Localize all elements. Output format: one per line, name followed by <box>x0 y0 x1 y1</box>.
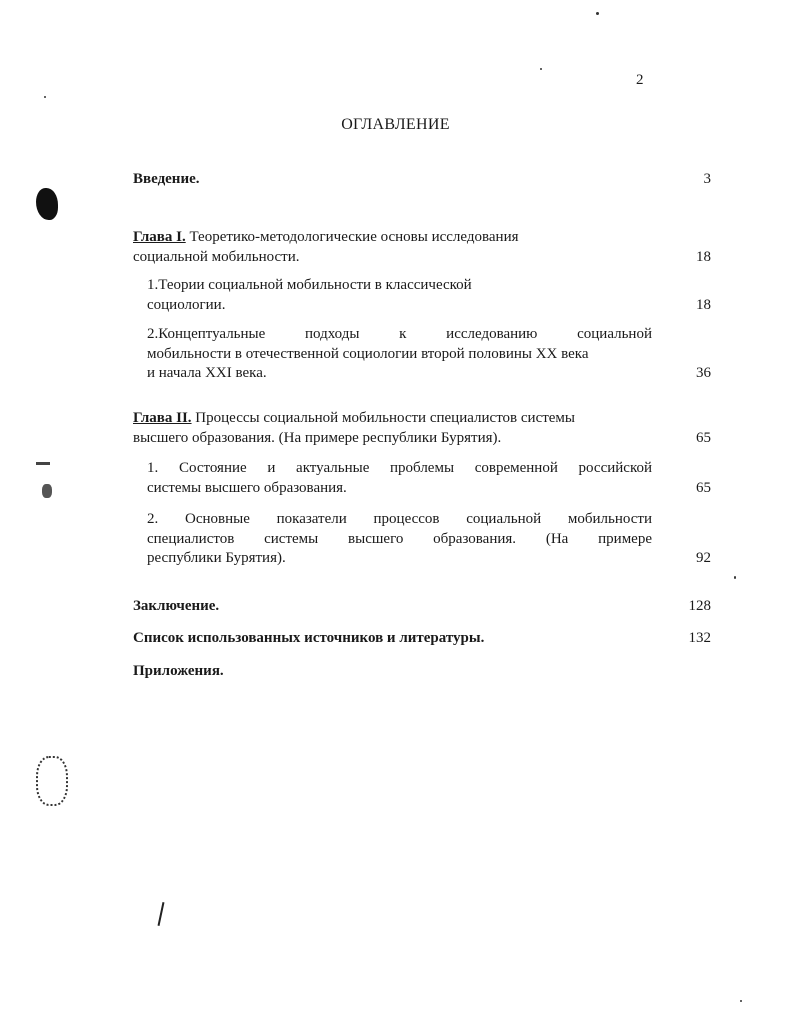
toc-entry-page: 132 <box>688 630 711 646</box>
section-1-2-title-line-3: и начала XXI века. <box>147 365 267 381</box>
toc-entry-section-2-2[interactable] <box>147 510 711 570</box>
toc-entry-page: 92 <box>696 550 711 566</box>
toc-entry-section-1-1[interactable] <box>147 276 711 316</box>
toc-entry-page: 18 <box>696 248 711 265</box>
toc-entry-section-1-2[interactable] <box>147 325 711 385</box>
toc-entry-chapter-1[interactable] <box>133 228 711 268</box>
section-1-2-title-line-2: мобильности в отечественной социологии второй половины XX века <box>147 345 589 362</box>
toc-entry-page: 65 <box>696 479 711 496</box>
scan-speck <box>540 68 542 70</box>
page-number: 2 <box>636 72 644 88</box>
scan-smudge-top-left <box>36 188 58 220</box>
chapter-2-prefix: Глава II. <box>133 410 192 426</box>
toc-entry-appendix[interactable] <box>133 662 711 682</box>
section-2-1-title-line-2: системы высшего образования. <box>147 479 347 496</box>
toc-entry-sources[interactable] <box>133 629 711 649</box>
scan-smudge-lower-left <box>36 756 68 806</box>
toc-entry-chapter-2[interactable] <box>133 409 711 449</box>
scan-speck <box>734 576 736 579</box>
chapter-1-title-line-2: социальной мобильности. <box>133 248 300 265</box>
scan-smudge-mid-left <box>36 462 50 465</box>
section-1-2-title-line-1: 2.Концептуальные подходы к исследованию социальной <box>147 326 652 342</box>
toc-entry-label: Список использованных источников и литературы. <box>133 630 485 646</box>
scan-smudge-mid-left-2 <box>42 484 52 498</box>
toc-entry-label: Заключение. <box>133 598 220 614</box>
section-2-2-title-line-3: республики Бурятия). <box>147 550 286 566</box>
chapter-2-title-line-1: Процессы социальной мобильности специалистов системы <box>191 410 576 426</box>
toc-entry-label: Введение. <box>133 171 200 187</box>
scan-mark-bottom <box>158 902 165 926</box>
toc-entry-page: 128 <box>688 598 711 614</box>
section-2-2-title-line-1: 2. Основные показатели процессов социальной мобильности <box>147 511 652 527</box>
toc-entry-conclusion[interactable] <box>133 597 711 617</box>
section-1-1-title-line-1: 1.Теории социальной мобильности в классической <box>147 277 472 293</box>
chapter-2-title-line-2: высшего образования. (На примере республики Бурятия). <box>133 429 502 446</box>
chapter-1-title-line-1: Теоретико-методологические основы исследования <box>185 229 519 245</box>
toc-entry-page: 3 <box>703 171 711 187</box>
scan-speck <box>44 96 46 98</box>
section-2-2-title-line-2: специалистов системы высшего образования. (На примере <box>147 530 652 547</box>
toc-entry-page: 18 <box>696 296 711 313</box>
page-title: ОГЛАВЛЕНИЕ <box>341 116 450 133</box>
scan-speck <box>740 1000 742 1002</box>
toc-entry-label: Приложения. <box>133 663 224 679</box>
toc-entry-page: 65 <box>696 429 711 446</box>
toc-entry-section-2-1[interactable] <box>147 459 711 499</box>
toc-entry-page: 36 <box>696 365 711 381</box>
chapter-1-prefix: Глава I. <box>133 229 186 245</box>
scan-speck <box>596 12 599 15</box>
section-1-1-title-line-2: социологии. <box>147 296 226 313</box>
toc-entry-introduction[interactable] <box>133 170 711 190</box>
section-2-1-title-line-1: 1. Состояние и актуальные проблемы современной российской <box>147 460 652 476</box>
